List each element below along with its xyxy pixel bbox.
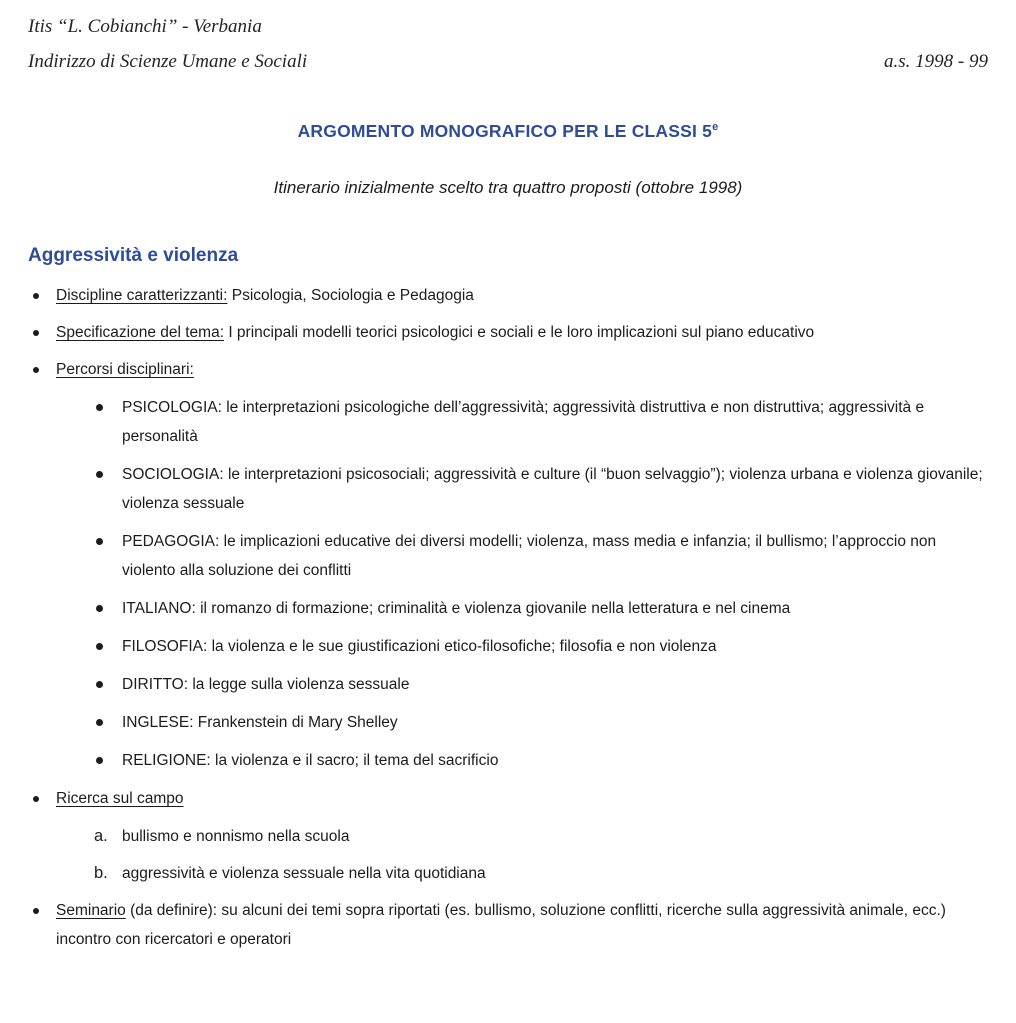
- research-item-text: bullismo e nonnismo nella scuola: [122, 828, 350, 845]
- subject-item-diritto: DIRITTO: la legge sulla violenza sessuale: [56, 670, 988, 699]
- subject-item-pedagogia: PEDAGOGIA: le implicazioni educative dei diversi modelli; violenza, mass media e infanzia; il bullismo; l’approccio non violento alla soluzione dei conflitti: [56, 527, 988, 585]
- subject-item-inglese: INGLESE: Frankenstein di Mary Shelley: [56, 708, 988, 737]
- document-subtitle: Itinerario inizialmente scelto tra quattro proposti (ottobre 1998): [273, 178, 743, 197]
- research-item-b: [56, 859, 988, 888]
- section-heading: Aggressività e violenza: [28, 245, 239, 266]
- letter-marker: b.: [94, 864, 108, 882]
- document-title-text: ARGOMENTO MONOGRAFICO PER LE CLASSI 5: [297, 121, 713, 141]
- list-item-specificazione: [28, 318, 988, 347]
- subject-item-filosofia: FILOSOFIA: la violenza e le sue giustificazioni etico-filosofiche; filosofia e non violenza: [56, 632, 988, 661]
- subjects-list: [56, 393, 988, 775]
- title-superscript: e: [712, 121, 719, 134]
- subject-item-religione: RELIGIONE: la violenza e il sacro; il tema del sacrificio: [56, 746, 988, 775]
- header-second-line: [28, 51, 988, 73]
- subject-item-italiano: ITALIANO: il romanzo di formazione; criminalità e violenza giovanile nella letteratura e nel cinema: [56, 594, 988, 623]
- school-name: Itis “L. Cobianchi” - Verbania: [28, 16, 262, 37]
- item-lead: Specificazione del tema:: [56, 324, 225, 341]
- list-item-percorsi: [28, 355, 988, 775]
- outline-list: [28, 281, 988, 954]
- item-lead: Discipline caratterizzanti:: [56, 287, 228, 304]
- letter-marker: a.: [94, 827, 108, 845]
- subject-item-sociologia: SOCIOLOGIA: le interpretazioni psicosociali; aggressività e culture (il “buon selvaggio”); violenza urbana e violenza giovanile; violenza sessuale: [56, 460, 988, 518]
- document-header: [28, 16, 988, 73]
- list-item-seminario: [28, 896, 988, 954]
- subject-item-psicologia: PSICOLOGIA: le interpretazioni psicologiche dell’aggressività; aggressività distruttiva e non distruttiva; aggressività e personalità: [56, 393, 988, 451]
- item-lead: Percorsi disciplinari:: [56, 361, 194, 378]
- school-program: Indirizzo di Scienze Umane e Sociali: [28, 51, 308, 72]
- list-item-discipline: [28, 281, 988, 310]
- item-lead: Ricerca sul campo: [56, 790, 184, 807]
- school-year: a.s. 1998 - 99: [884, 51, 988, 72]
- item-text: Psicologia, Sociologia e Pedagogia: [227, 287, 474, 304]
- item-text: (da definire): su alcuni dei temi sopra riportati (es. bullismo, soluzione conflitti, ricerche sulla aggressività animale, ecc.) incontro con ricercatori e operatori: [56, 902, 946, 948]
- item-lead: Seminario: [56, 902, 126, 919]
- research-list: [56, 822, 988, 888]
- research-item-a: [56, 822, 988, 851]
- item-text: I principali modelli teorici psicologici e sociali e le loro implicazioni sul piano educativo: [224, 324, 815, 341]
- list-item-ricerca: [28, 784, 988, 888]
- document-title: [28, 121, 988, 142]
- research-item-text: aggressività e violenza sessuale nella vita quotidiana: [122, 865, 486, 882]
